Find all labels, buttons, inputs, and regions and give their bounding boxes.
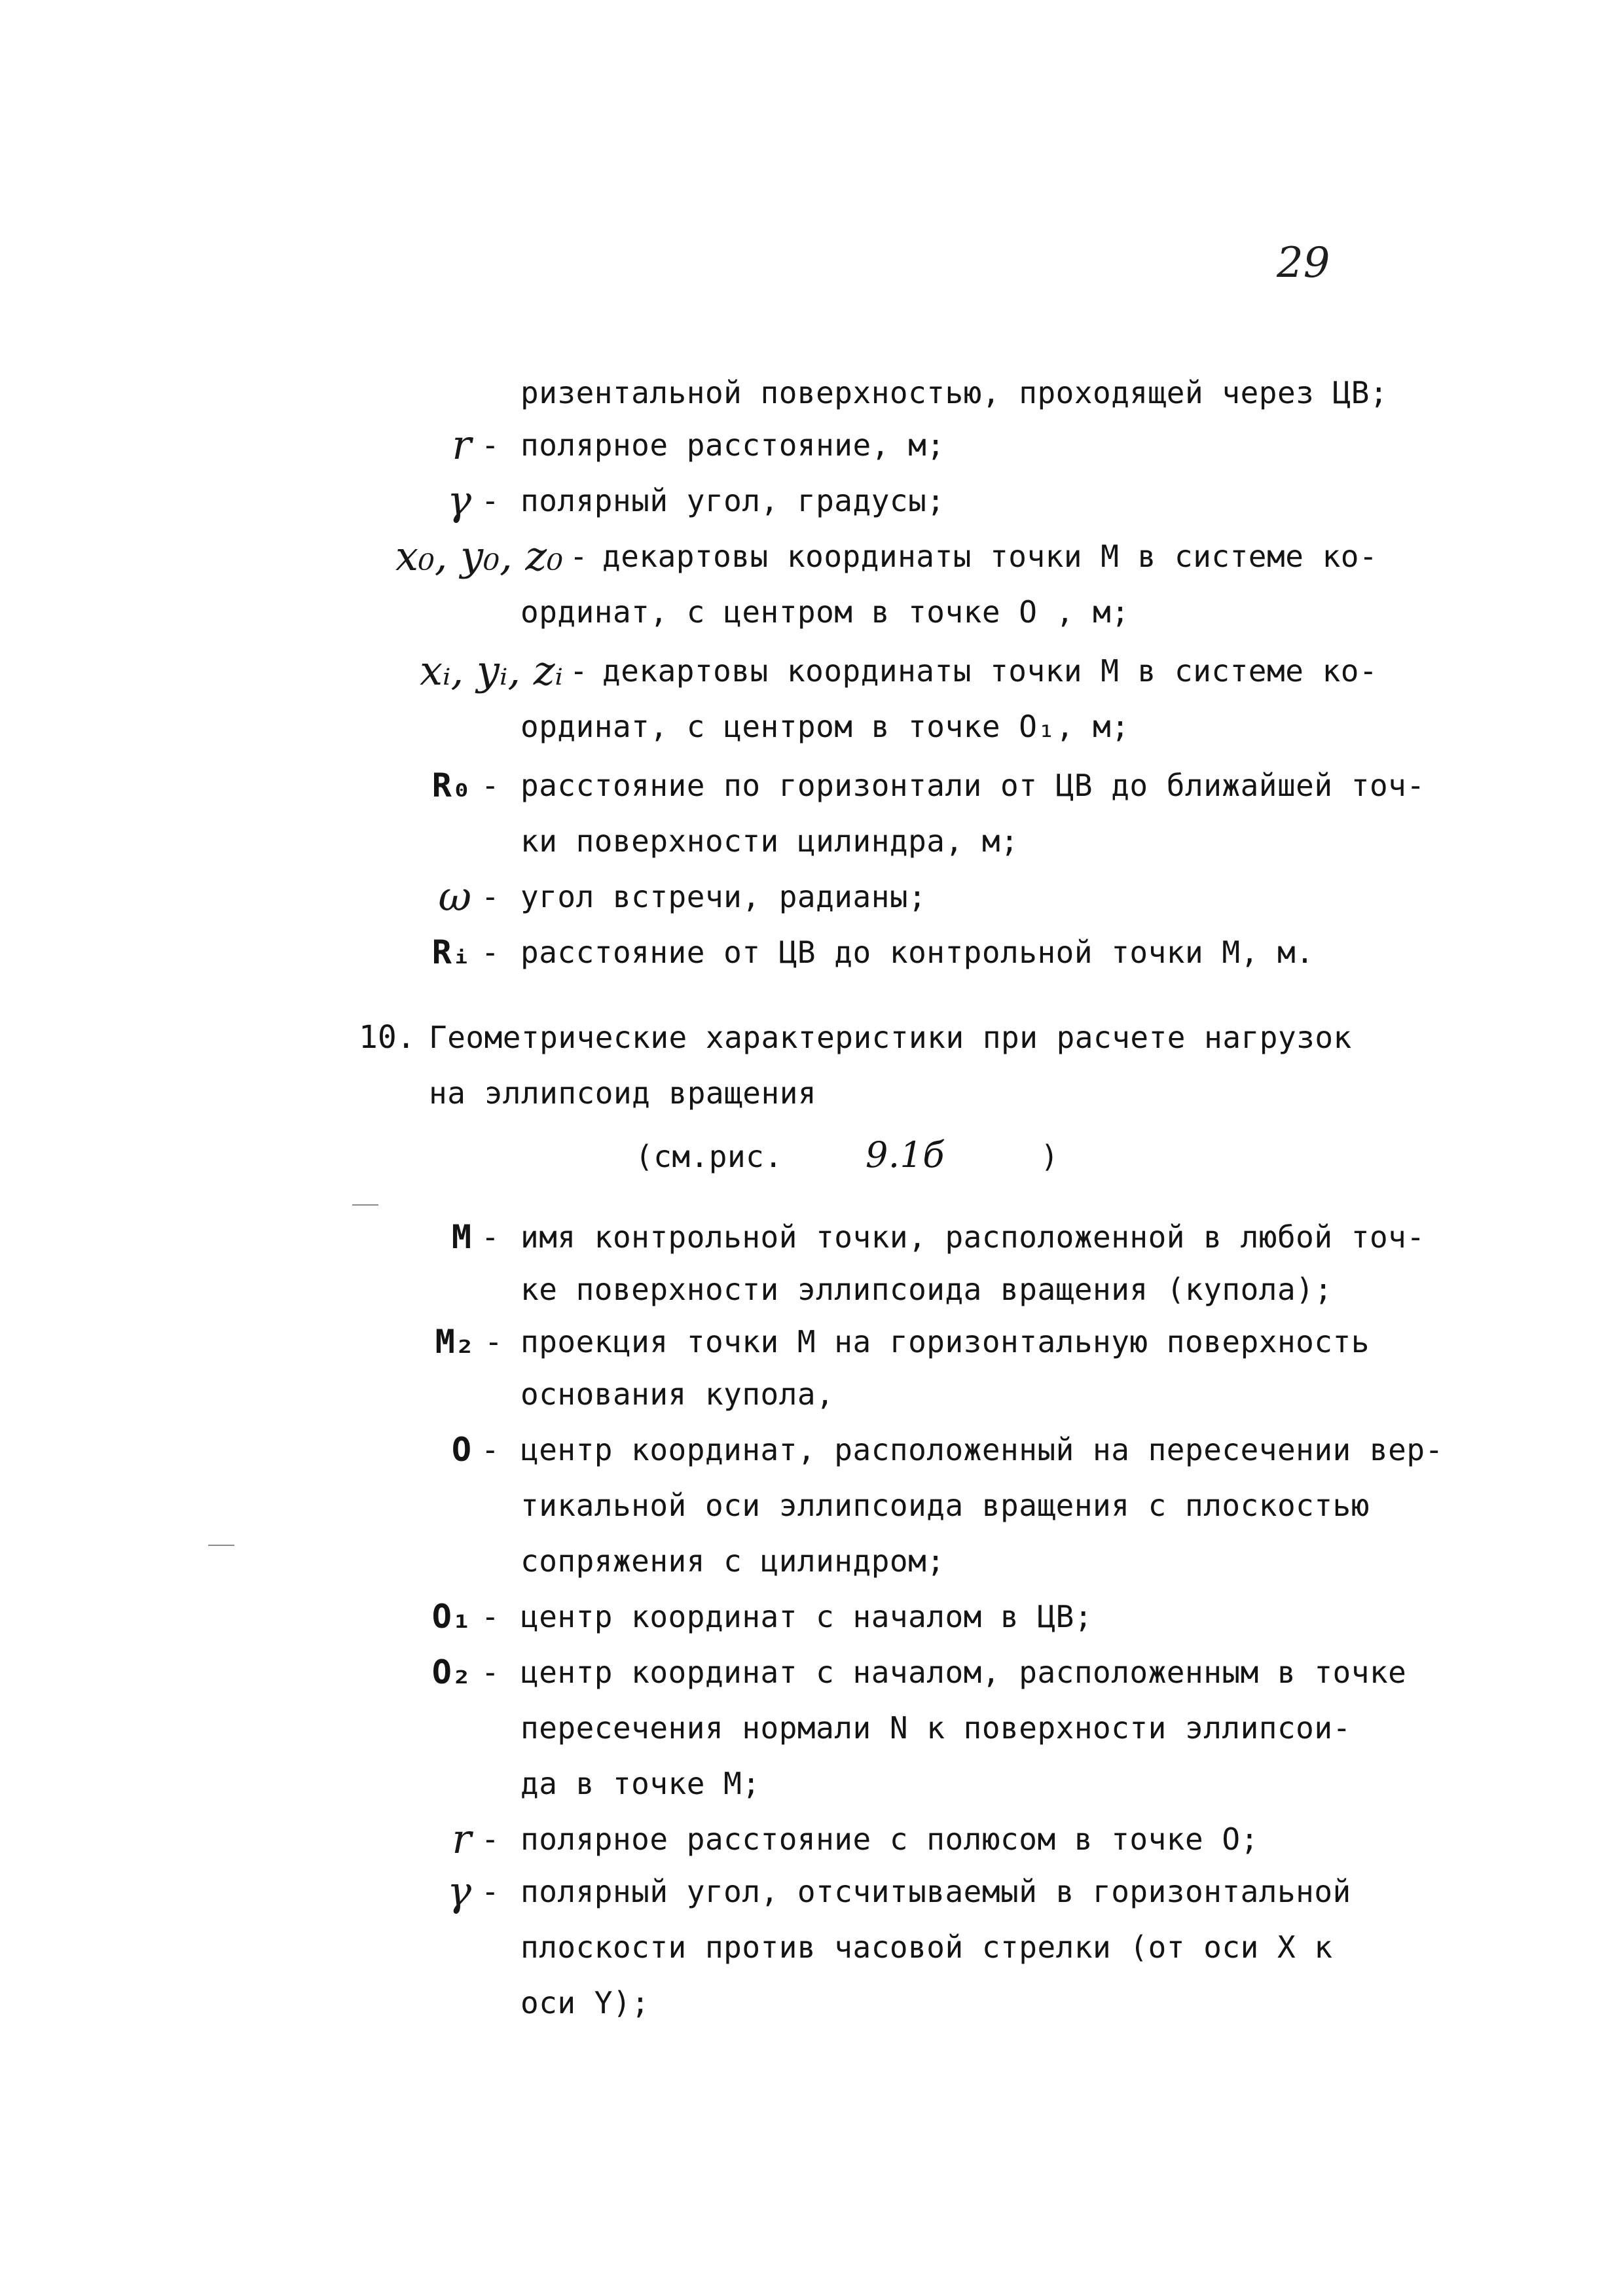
dash: -: [481, 1655, 500, 1690]
dash: -: [481, 768, 500, 803]
symbol-xi-yi-zi: xᵢ, yᵢ, zᵢ: [420, 647, 563, 694]
definition-line: центр координат, расположенный на пересечении вер-: [520, 1432, 1444, 1467]
symbol-gamma: γ: [447, 476, 471, 524]
section-title: Геометрические характеристики при расчете нагрузок: [429, 1020, 1352, 1055]
definition-line: оси Y);: [520, 1985, 650, 2020]
definition-line: плоскости против часовой стрелки (от оси X к: [520, 1929, 1333, 1965]
dash: -: [481, 879, 500, 914]
definition-line: декартовы координаты точки M в системе ко-: [602, 539, 1378, 574]
symbol-o2: O₂: [431, 1653, 471, 1691]
definition-line: имя контрольной точки, расположенной в любой точ-: [520, 1219, 1425, 1255]
dash: -: [481, 1219, 500, 1255]
dash: -: [481, 935, 500, 970]
symbol-x0-y0-z0: x₀, y₀, z₀: [395, 532, 563, 580]
page-number: 29: [1277, 239, 1330, 287]
figure-ref-suffix: ): [1040, 1139, 1059, 1174]
definition-line: полярное расстояние с полюсом в точке O;: [520, 1821, 1259, 1857]
figure-ref-prefix: (см.рис.: [635, 1139, 783, 1174]
symbol-o1: O₁: [431, 1598, 471, 1636]
dash: -: [481, 1821, 500, 1857]
definition-line: декартовы координаты точки M в системе ко-: [602, 653, 1378, 689]
symbol-ri: Rᵢ: [431, 933, 471, 971]
definition-line: полярный угол, отсчитываемый в горизонтальной: [520, 1874, 1351, 1909]
dash: -: [481, 1874, 500, 1909]
symbol-m2: M₂: [435, 1323, 475, 1361]
dash: -: [481, 1599, 500, 1634]
definition-line: полярное расстояние, м;: [520, 427, 945, 463]
continuation-line: ризентальной поверхностью, проходящей через ЦВ;: [520, 375, 1389, 410]
definition-line: расстояние по горизонтали от ЦВ до ближайшей точ-: [520, 768, 1425, 803]
margin-mark: [352, 1204, 378, 1206]
definition-line: полярный угол, градусы;: [520, 483, 945, 518]
definition-line: центр координат с началом, расположенным в точке: [520, 1655, 1407, 1690]
symbol-r: r: [452, 421, 471, 469]
symbol-omega: ω: [438, 872, 471, 920]
dash: -: [481, 483, 500, 518]
symbol-r: r: [452, 1815, 471, 1863]
dash: -: [481, 1432, 500, 1467]
margin-mark: [208, 1545, 234, 1546]
definition-line: основания купола,: [520, 1376, 835, 1412]
dash: -: [570, 539, 588, 574]
symbol-m: M: [451, 1218, 471, 1256]
symbol-gamma: γ: [447, 1867, 471, 1915]
definition-line: ки поверхности цилиндра, м;: [520, 823, 1019, 859]
definition-line: тикальной оси эллипсоида вращения с плоскостью: [520, 1488, 1370, 1523]
symbol-o: O: [451, 1431, 471, 1469]
section-title: на эллипсоид вращения: [429, 1075, 817, 1111]
dash: -: [484, 1324, 503, 1359]
definition-line: пересечения нормали N к поверхности эллипсои-: [520, 1710, 1351, 1746]
definition-line: сопряжения с цилиндром;: [520, 1543, 945, 1579]
definition-line: ординат, с центром в точке O₁, м;: [520, 709, 1130, 744]
figure-ref-number: 9.1б: [865, 1134, 945, 1175]
figure-reference: [635, 1136, 1059, 1176]
symbol-r0: R₀: [431, 766, 471, 804]
definition-line: расстояние от ЦВ до контрольной точки M, м.: [520, 935, 1315, 970]
definition-line: проекция точки M на горизонтальную поверхность: [520, 1324, 1370, 1359]
definition-line: центр координат с началом в ЦВ;: [520, 1599, 1093, 1634]
definition-line: да в точке M;: [520, 1766, 761, 1801]
definition-line: ке поверхности эллипсоида вращения (купола);: [520, 1272, 1333, 1307]
dash: -: [481, 427, 500, 463]
section-number: 10.: [359, 1019, 416, 1056]
definition-line: ординат, с центром в точке O , м;: [520, 594, 1130, 630]
definition-line: угол встречи, радианы;: [520, 879, 927, 914]
dash: -: [570, 653, 588, 689]
